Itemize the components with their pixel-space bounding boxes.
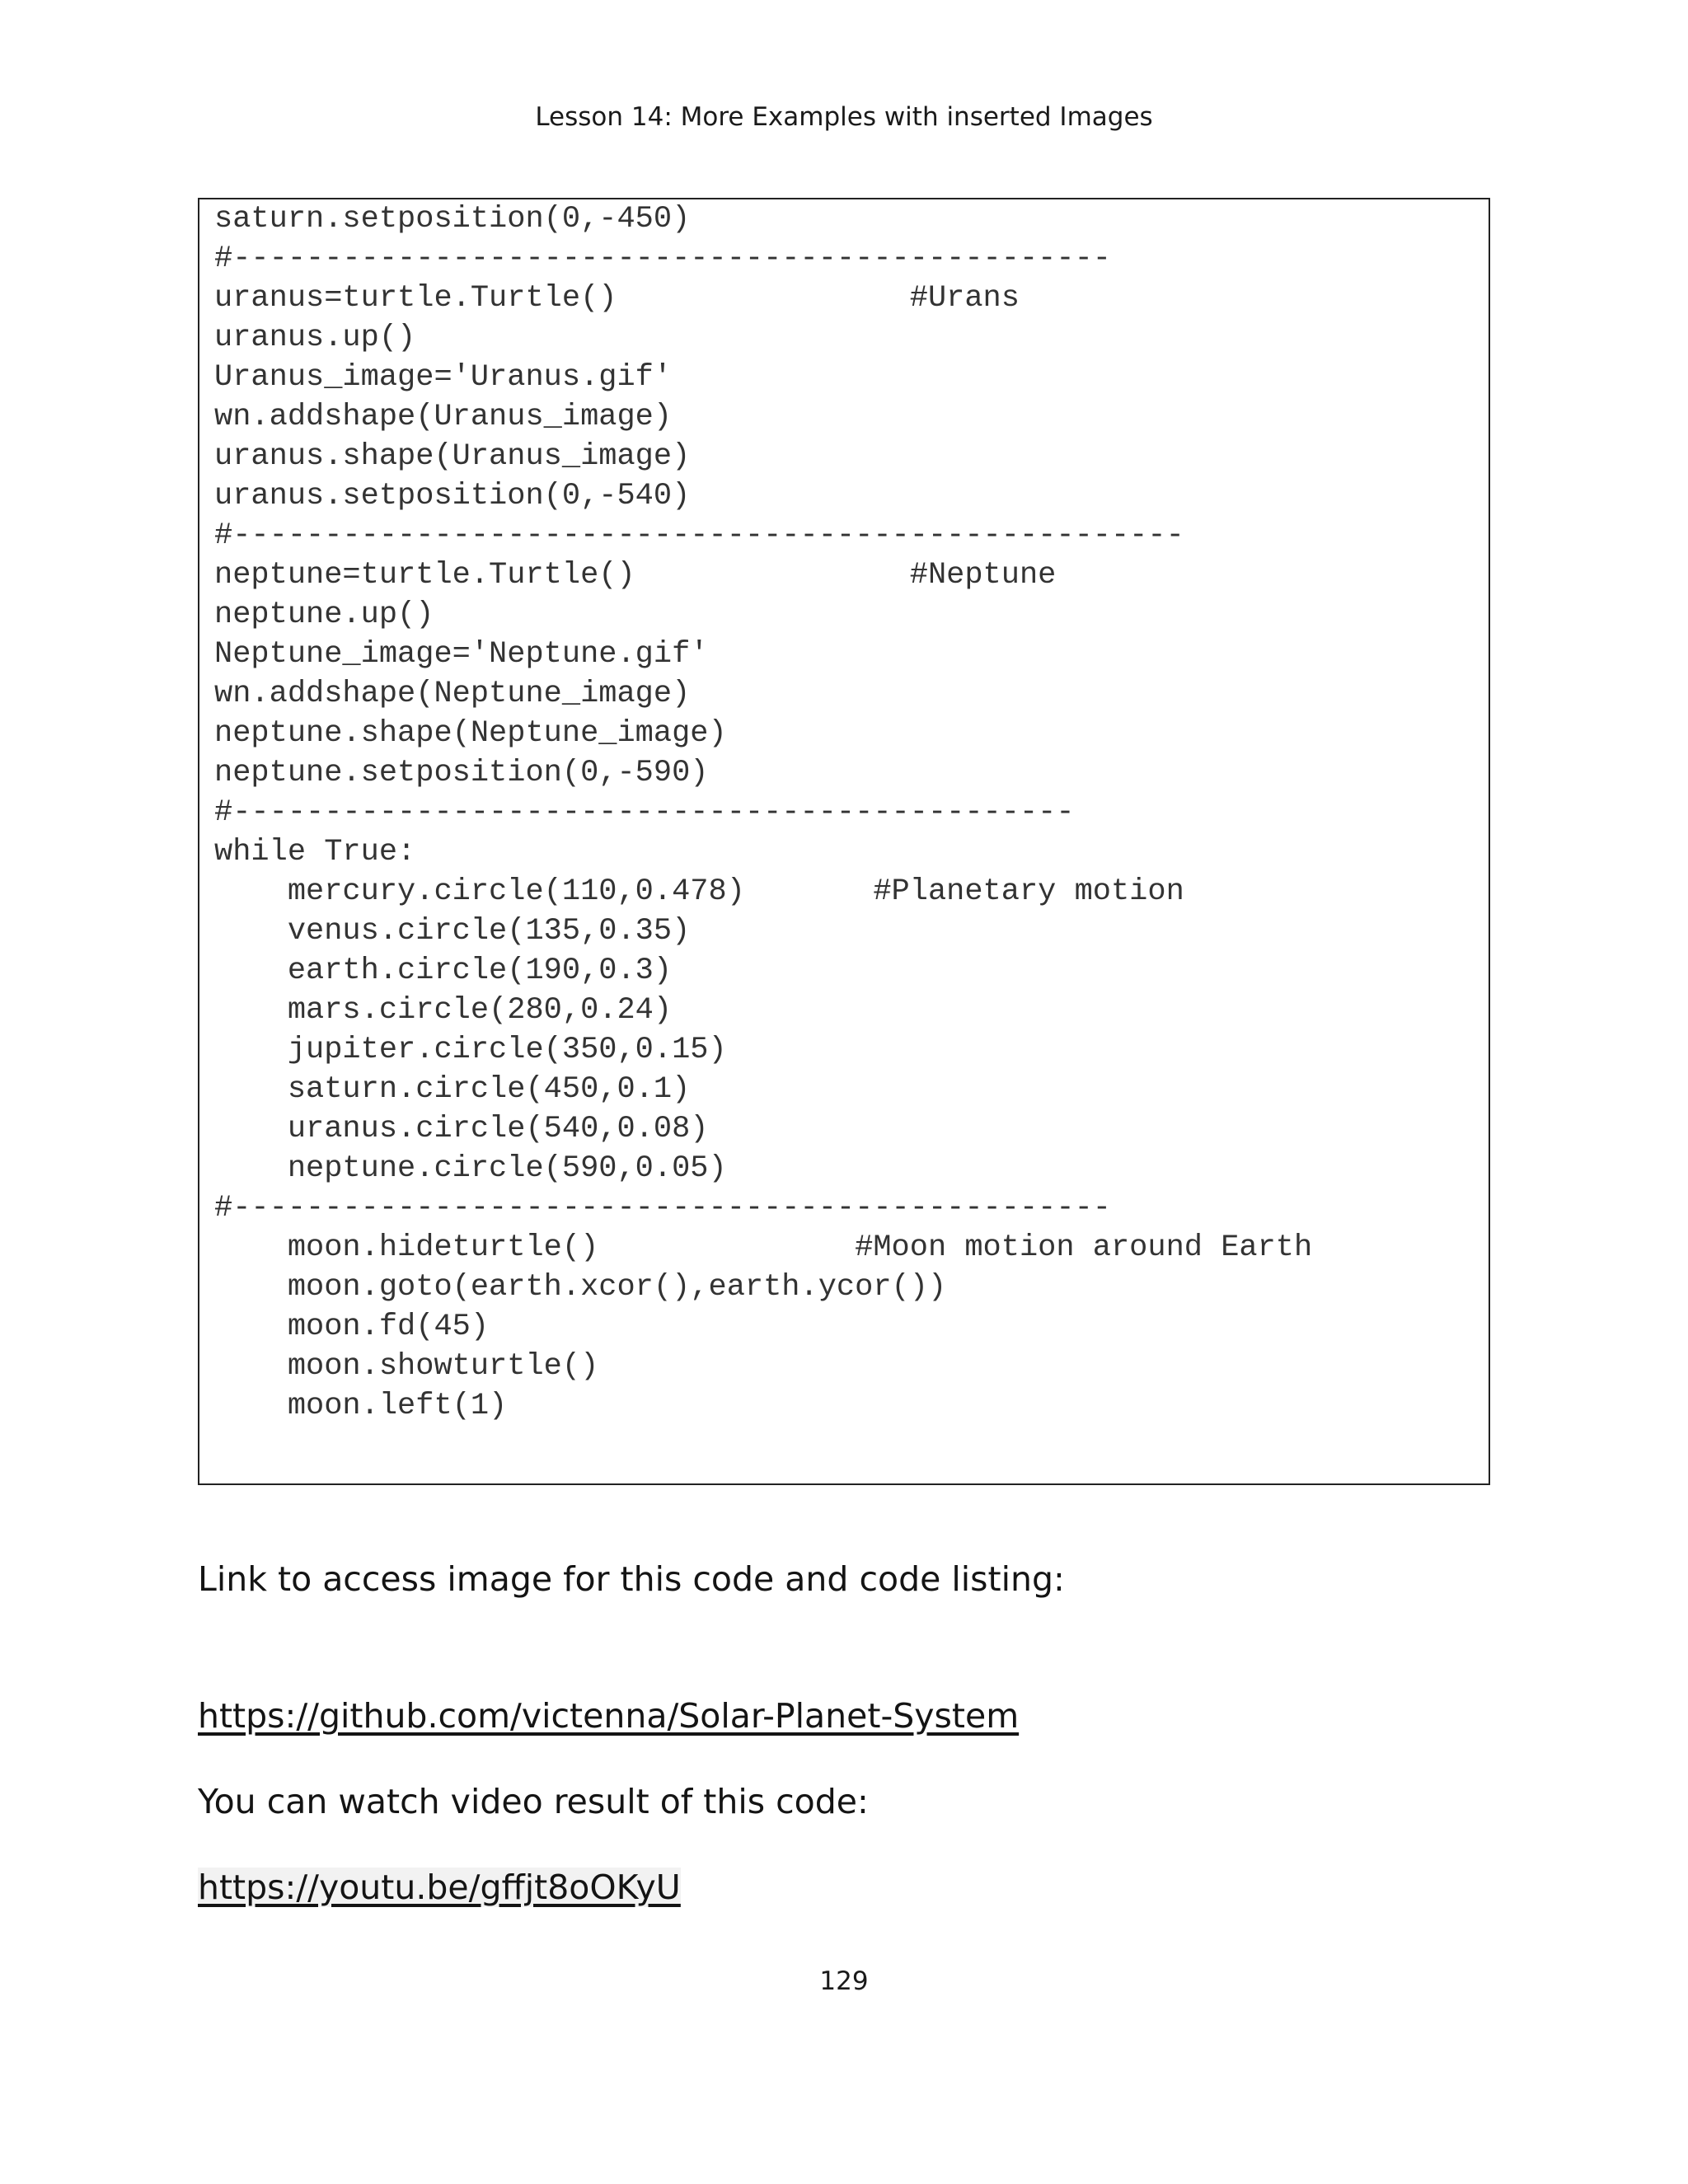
code-line: uranus=turtle.Turtle() #Urans: [214, 281, 1020, 316]
code-line: wn.addshape(Neptune_image): [214, 677, 691, 711]
code-line: saturn.setposition(0,-450): [214, 202, 691, 237]
code-line: moon.goto(earth.xcor(),earth.ycor()): [214, 1270, 947, 1305]
code-line: neptune.circle(590,0.05): [214, 1151, 727, 1186]
code-line: neptune.up(): [214, 598, 434, 632]
code-line: #----------------------------------------------------: [214, 518, 1184, 553]
code-line: neptune.shape(Neptune_image): [214, 716, 727, 751]
code-line: #------------------------------------------------: [214, 241, 1111, 276]
code-listing-box: [198, 198, 1490, 1485]
code-line: moon.left(1): [214, 1389, 508, 1423]
code-line: #----------------------------------------------: [214, 795, 1075, 830]
page-header-title: Lesson 14: More Examples with inserted Images: [535, 102, 1153, 132]
code-line: jupiter.circle(350,0.15): [214, 1033, 727, 1067]
code-listing: [214, 199, 1312, 1426]
page-number: 129: [819, 1966, 869, 1996]
code-line: uranus.circle(540,0.08): [214, 1112, 709, 1146]
code-line: neptune.setposition(0,-590): [214, 756, 709, 790]
code-line: uranus.setposition(0,-540): [214, 479, 691, 513]
link-intro-text: Link to access image for this code and code listing:: [198, 1559, 1065, 1599]
code-line: earth.circle(190,0.3): [214, 954, 673, 988]
code-line: uranus.up(): [214, 321, 416, 355]
code-line: moon.hideturtle() #Moon motion around Earth: [214, 1230, 1313, 1265]
youtube-link-paragraph: [198, 1864, 681, 1910]
github-link-paragraph: [198, 1693, 1019, 1739]
video-intro-text: You can watch video result of this code:: [198, 1782, 869, 1821]
code-line: neptune=turtle.Turtle() #Neptune: [214, 558, 1057, 593]
code-line: moon.fd(45): [214, 1310, 490, 1344]
code-line: while True:: [214, 835, 416, 869]
code-line: Neptune_image='Neptune.gif': [214, 637, 709, 672]
code-line: Uranus_image='Uranus.gif': [214, 360, 673, 395]
youtube-link[interactable]: https://youtu.be/gffjt8oOKyU: [198, 1868, 681, 1907]
code-line: saturn.circle(450,0.1): [214, 1072, 691, 1107]
code-line: uranus.shape(Uranus_image): [214, 439, 691, 474]
code-line: wn.addshape(Uranus_image): [214, 400, 673, 434]
code-line: venus.circle(135,0.35): [214, 914, 691, 949]
github-link[interactable]: https://github.com/victenna/Solar-Planet-System: [198, 1696, 1020, 1736]
code-line: #------------------------------------------------: [214, 1191, 1111, 1226]
code-line: moon.showturtle(): [214, 1349, 599, 1384]
code-line: mercury.circle(110,0.478) #Planetary motion: [214, 874, 1184, 909]
code-line: mars.circle(280,0.24): [214, 993, 673, 1028]
